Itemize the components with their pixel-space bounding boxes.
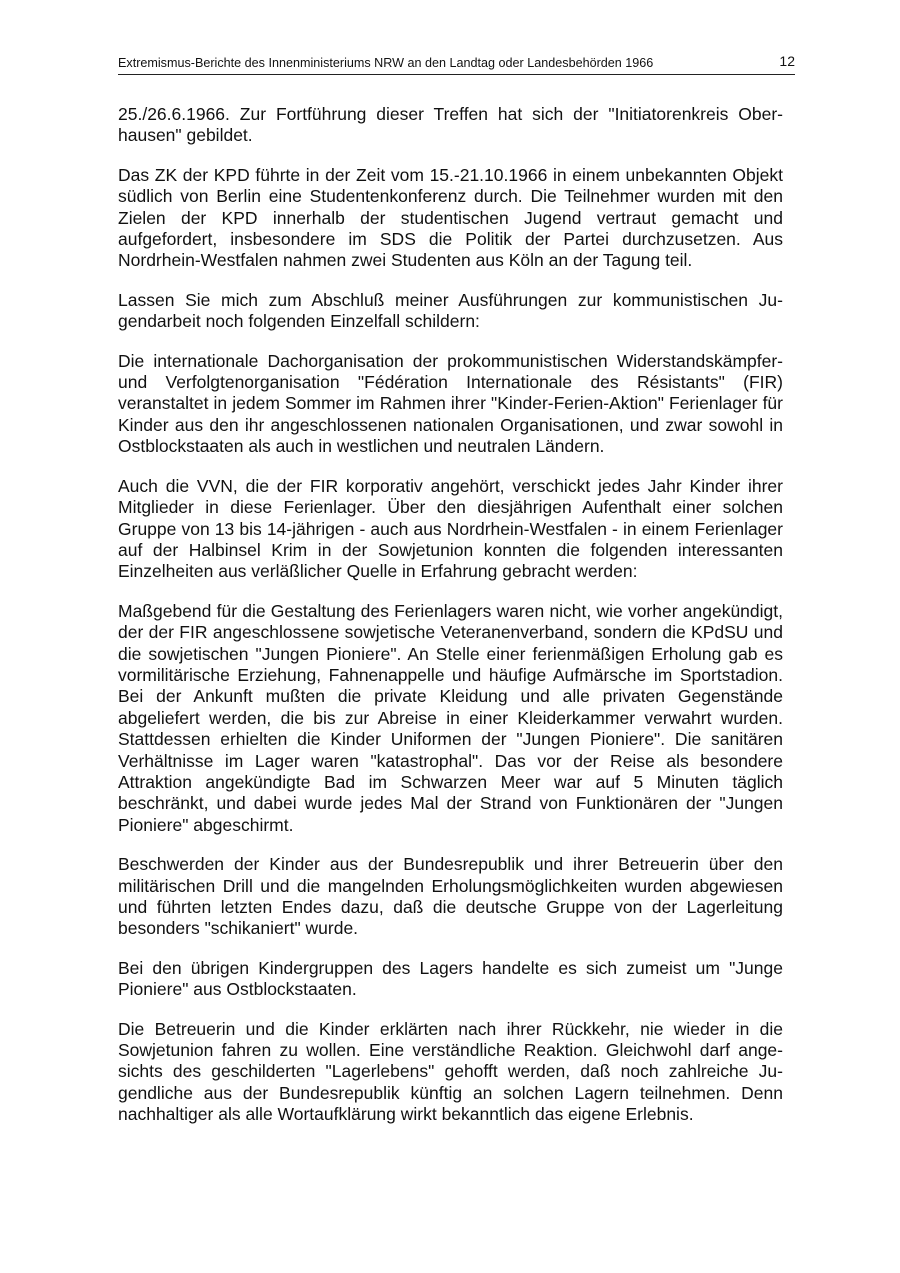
paragraph: Die internationale Dachorganisation der prokommunistischen Widerstandskämpfer- und Verfolgtenorganisation "Fédération Internationale des Résistants" (FIR) veranstaltet in jedem Sommer im Rahmen ihrer "Kinder-Ferien-Aktion" Ferienlager für Kinder aus den ihr angeschlossenen nationalen Organisationen, und zwar sowohl in Ostblockstaaten als auch in westlichen und neutralen Ländern. [118, 350, 783, 457]
paragraph: 25./26.6.1966. Zur Fortführung dieser Treffen hat sich der "Initiatorenkreis Oberhausen" gebildet. [118, 104, 783, 146]
paragraph: Bei den übrigen Kindergruppen des Lagers handelte es sich zumeist um "Junge Pioniere" aus Ostblockstaaten. [118, 957, 783, 1000]
paragraph: Maßgebend für die Gestaltung des Ferienlagers waren nicht, wie vorher angekündigt, der der FIR angeschlossene sowjetische Veteranenverband, sondern die KPdSU und die sowjetischen "Jungen Pioniere". An Stelle einer ferienmäßigen Erholung gab es vormilitärische Erziehung, Fahnenappelle und häufige Aufmärsche im Sportstadion. Bei der Ankunft mußten die private Kleidung und alle privaten Gegenstände abgeliefert werden, die bis zur Abreise in einer Kleiderkammer verwahrt wurden. Stattdessen erhielten die Kinder Uniformen der "Jungen Pioniere". Die sanitären Verhältnisse im Lager waren "katastrophal". Das vor der Reise als besondere Attraktion angekündigte Bad im Schwarzen Meer war auf 5 Minuten täglich beschränkt, und dabei wurde jedes Mal der Strand von Funktionären der "Jungen Pioniere" abgeschirmt. [118, 600, 783, 835]
header-title: Extremismus-Berichte des Innenministeriums NRW an den Landtag oder Landesbehörden 1966 [118, 56, 654, 70]
paragraph: Das ZK der KPD führte in der Zeit vom 15.-21.10.1966 in einem unbekannten Objekt südlich von Berlin eine Studentenkonferenz durch. Die Teilnehmer wurden mit den Zielen der KPD innerhalb der studentischen Jugend vertraut gemacht und aufgefordert, insbesondere im SDS die Politik der Partei durchzusetzen. Aus Nordrhein-Westfalen nahmen zwei Studenten aus Köln an der Tagung teil. [118, 164, 783, 271]
paragraph: Lassen Sie mich zum Abschluß meiner Ausführungen zur kommunistischen Jugendarbeit noch folgenden Einzelfall schildern: [118, 289, 783, 332]
paragraph: Auch die VVN, die der FIR korporativ angehört, verschickt jedes Jahr Kinder ihrer Mitglieder in diese Ferienlager. Über den diesjährigen Aufenthalt einer solchen Gruppe von 13 bis 14-jährigen - auch aus Nordrhein-Westfalen - in einem Ferienlager auf der Halbinsel Krim in der Sowjetunion konnten die folgenden interessanten Einzelheiten aus verläßlicher Quelle in Erfahrung gebracht werden: [118, 475, 783, 582]
document-body [118, 104, 783, 1144]
paragraph: Beschwerden der Kinder aus der Bundesrepublik und ihrer Betreuerin über den militärischen Drill und die mangelnden Erholungsmöglichkeiten wurden abgewiesen und führten letzten Endes dazu, daß die deutsche Gruppe von der Lagerleitung besonders "schikaniert" wurde. [118, 854, 783, 939]
page-header [118, 52, 795, 75]
page-number: 12 [779, 53, 795, 69]
paragraph: Die Betreuerin und die Kinder erklärten nach ihrer Rückkehr, nie wieder in die Sowjetunion fahren zu wollen. Eine verständliche Reaktion. Gleichwohl darf angesichts des geschilderten "Lagerlebens" gehofft werden, daß noch zahlreiche Jugendliche aus der Bundesrepublik künftig an solchen Lagern teilnehmen. Denn nachhaltiger als alle Wortaufklärung wirkt bekanntlich das eigene Erlebnis. [118, 1018, 783, 1125]
